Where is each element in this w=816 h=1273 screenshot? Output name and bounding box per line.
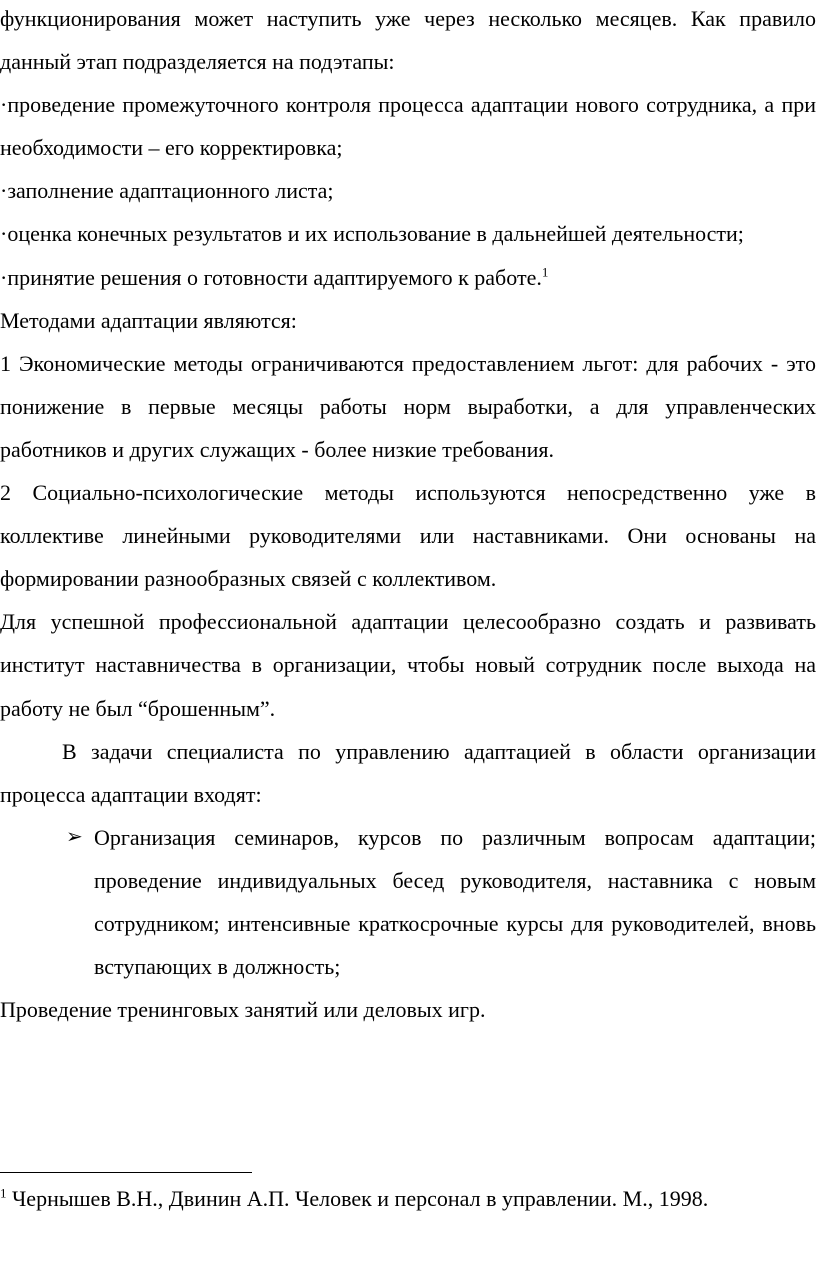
paragraph-specialist-tasks: В задачи специалиста по управлению адаптацией в области организации процесса адаптации входят: (0, 738, 816, 807)
arrow-bullet-icon: ➢ (66, 825, 83, 848)
paragraph-closing: Проведение тренинговых занятий или деловых игр. (0, 997, 486, 1023)
paragraph-mentoring: Для успешной профессиональной адаптации целесообразно создать и развивать институт наставничества в организации, чтобы новый сотрудник после выхода на работу не был “брошенным”. (0, 609, 816, 721)
paragraph-substage-control: ·проведение промежуточного контроля процесса адаптации нового сотрудника, а при необходимости – его корректировка; (0, 92, 816, 161)
paragraph-economic-methods: 1 Экономические методы ограничиваются предоставлением льгот: для рабочих - это понижение в первые месяцы работы норм выработки, а для управленческих работников и других служащих - более низкие требования. (0, 350, 816, 462)
footnote (0, 1185, 816, 1213)
paragraph-methods-heading: Методами адаптации являются: (0, 307, 297, 333)
paragraph-substage-sheet: ·заполнение адаптационного листа; (0, 178, 334, 204)
list-item: ➢ Организация семинаров, курсов по различным вопросам адаптации; проведение индивидуальных бесед руководителя, наставника с новым сотрудником; интенсивные краткосрочные курсы для руководителей, вновь вступающих в должность; (0, 816, 816, 988)
footnote-text: Чернышев В.Н., Двинин А.П. Человек и персонал в управлении. М., 1998. (6, 1186, 709, 1211)
paragraph-substage-decision: ·принятие решения о готовности адаптируемого к работе.$^1$ (0, 264, 549, 290)
footnote-separator (0, 1172, 252, 1173)
paragraph-continuation: функционирования может наступить уже через несколько месяцев. Как правило данный этап подразделяется на подэтапы: (0, 6, 816, 75)
paragraph-substage-evaluation: ·оценка конечных результатов и их использование в дальнейшей деятельности; (0, 221, 744, 247)
paragraph-socio-psychological-methods: 2 Социально-психологические методы используются непосредственно уже в коллективе линейными руководителями или наставниками. Они основаны на формировании разнообразных связей с коллективом. (0, 480, 816, 592)
task-list (0, 816, 816, 988)
footnote-mark: 1 (0, 1185, 7, 1201)
footnote-reference[interactable]: 1 (541, 264, 549, 280)
